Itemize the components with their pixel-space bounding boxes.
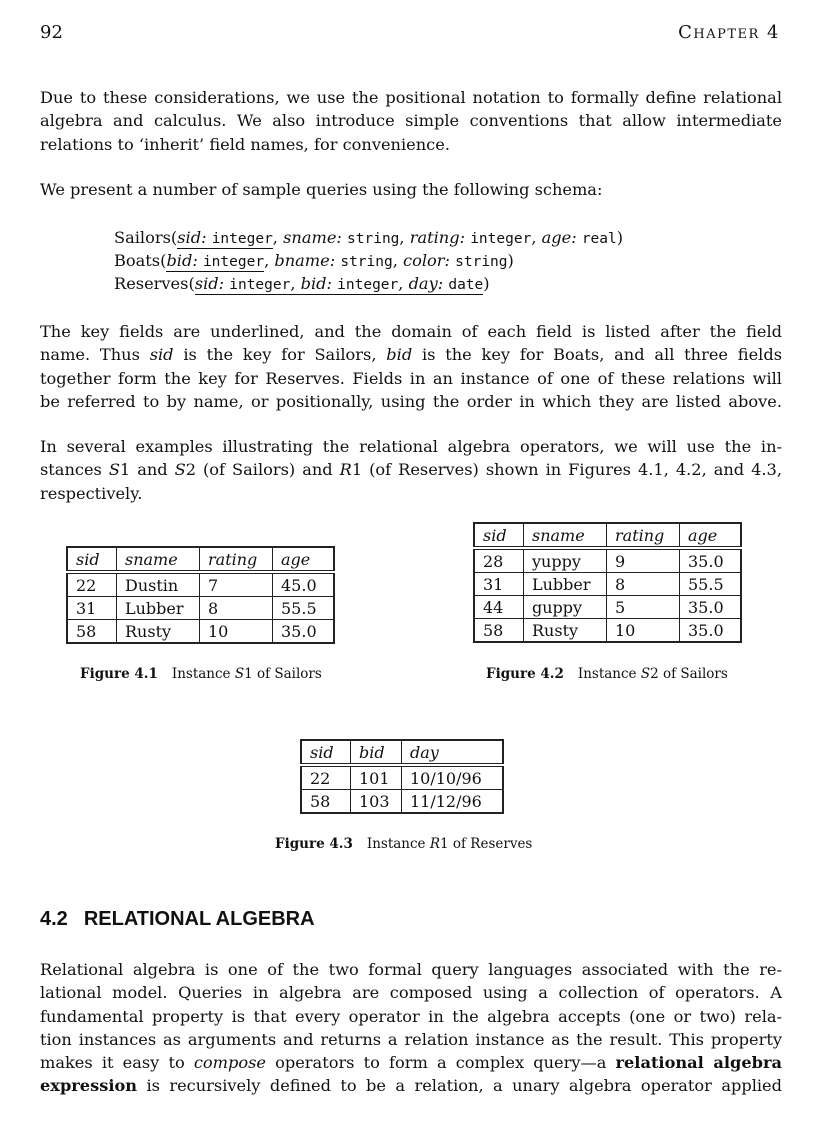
table-instance-s2 [473,522,742,643]
column-header: age [680,523,742,548]
section-title: RELATIONAL ALGEBRA [83,908,315,930]
text-run: 2 (of Sailors) and [185,460,340,480]
field-name: age: [541,228,577,247]
table-cell: Rusty [524,619,607,643]
column-header: sname [524,523,607,548]
table-row [301,790,503,814]
column-header: sid [301,740,351,765]
table-cell: 22 [67,572,117,597]
table-cell: 31 [474,573,524,596]
field-name: color: [403,251,450,270]
section-heading [40,908,315,931]
table-cell: 103 [351,790,402,814]
text-run: makes it easy to [40,1053,194,1073]
text-run: is the key for Boats, and all three fields [412,345,783,365]
table-cell: Lubber [117,597,200,620]
text-run: 1 and [119,460,175,480]
table-cell: 10 [607,619,680,643]
caption-text: 2 of Sailors [650,666,728,682]
field-name: sname: [283,228,342,247]
table-cell: 35.0 [680,619,742,643]
schema-boats: Boats(bid: integer, bname: string, color: string) [114,251,514,270]
text-line: In several examples illustrating the relational algebra operators, we will use the in- [40,437,782,456]
table-row [67,597,334,620]
caption-text: 1 of Sailors [244,666,322,682]
table-cell: 8 [607,573,680,596]
table-cell: 55.5 [273,597,335,620]
relation-name: Sailors [114,228,171,247]
caption-text: Instance [577,666,641,682]
column-header: sid [67,547,117,572]
math-var: R [339,460,352,480]
table-instance-s1 [66,546,335,644]
table-cell: 8 [200,597,273,620]
table-cell: 45.0 [273,572,335,597]
table-row [474,619,741,643]
text-line: The key fields are underlined, and the domain of each field is listed after the field [40,322,782,341]
table-row [301,765,503,790]
section-number: 4.2 [40,908,68,930]
paragraph-schema-intro [40,178,782,201]
field-name: bname: [274,251,336,270]
table-cell: 58 [67,620,117,644]
table-row [67,620,334,644]
field-type: integer [229,277,291,293]
figure-caption-4-3 [275,836,532,852]
paragraph-examples [40,435,782,505]
field-type: string [340,254,393,270]
table-cell: 35.0 [680,596,742,619]
table-cell: 11/12/96 [402,790,504,814]
text-run: stances [40,460,109,480]
field-type: integer [211,231,273,247]
caption-text: 1 of Reserves [440,836,533,852]
table-cell: 35.0 [680,548,742,573]
table-cell: 101 [351,765,402,790]
bold-term: relational algebra [615,1053,782,1073]
table-cell: 10 [200,620,273,644]
text-run: operators to form a complex query—a [265,1053,616,1073]
text-line: relations to ‘inherit’ field names, for convenience. [40,134,450,154]
column-header: bid [351,740,402,765]
table-instance-r1 [300,739,504,814]
text-line [40,458,782,481]
math-var: S [174,460,186,480]
table-cell: yuppy [524,548,607,573]
table-cell: 5 [607,596,680,619]
math-var: S [108,460,120,480]
text-line: lational model. Queries in algebra are composed using a collection of operators. A [40,983,782,1003]
figure-caption-4-2 [486,666,728,682]
field-type: real [581,231,617,247]
figure-label: Figure 4.1 [80,666,158,682]
column-header: rating [200,547,273,572]
field-type: date [448,277,484,293]
field-name: rating: [409,228,466,247]
paragraph-positional-notation [40,86,782,156]
table-cell: 7 [200,572,273,597]
caption-text: Instance [366,836,430,852]
paragraph-relational-algebra [40,958,782,1098]
table-cell: 58 [301,790,351,814]
field-name: day: [408,274,444,293]
math-var: S [640,666,651,682]
table-row [67,572,334,597]
text-run: is the key for Sailors, [173,345,387,365]
text-line: Relational algebra is one of the two formal query languages associated with the re- [40,960,782,979]
field-type: string [347,231,400,247]
table-cell: Dustin [117,572,200,597]
text-line: fundamental property is that every operator in the algebra accepts (one or two) rela- [40,1006,782,1026]
text-line: algebra and calculus. We also introduce simple conventions that allow intermediate [40,111,782,131]
text-line: respectively. [40,483,143,503]
table-cell: 28 [474,548,524,573]
column-header: rating [607,523,680,548]
emphasis: sid [149,345,174,365]
figure-label: Figure 4.3 [275,836,353,852]
field-name: sid: [194,274,225,293]
schema-reserves: Reserves(sid: integer, bid: integer, day: date) [114,274,490,293]
field-name: bid: [300,274,332,293]
table-cell: 35.0 [273,620,335,644]
text-run: 1 (of Reserves) shown in Figures 4.1, 4.2, and 4.3, [351,460,782,480]
table-row [474,573,741,596]
bold-term: expression [40,1076,138,1096]
table-row [474,548,741,573]
text-line [40,343,782,366]
text-run: is recursively defined to be a relation, a unary algebra operator applied [137,1076,782,1096]
table-cell: 9 [607,548,680,573]
field-type: string [455,254,508,270]
table-cell: Lubber [524,573,607,596]
table-cell: 31 [67,597,117,620]
table-cell: Rusty [117,620,200,644]
text-line: together form the key for Reserves. Fields in an instance of one of these relations will [40,368,782,388]
text-line: We present a number of sample queries using the following schema: [40,180,603,199]
math-var: S [234,666,245,682]
figure-caption-4-1 [80,666,322,682]
field-type: integer [202,254,265,270]
table-cell: guppy [524,596,607,619]
paragraph-key-fields [40,320,782,413]
text-line [40,1051,782,1074]
field-type: integer [470,231,532,247]
column-header: age [273,547,335,572]
field-name: bid: [166,251,198,270]
column-header: day [402,740,504,765]
emphasis: compose [193,1053,266,1073]
text-run: name. Thus [40,345,150,365]
relation-name: Boats [114,251,161,270]
text-line: be referred to by name, or positionally, using the order in which they are listed above. [40,391,782,411]
table-cell: 44 [474,596,524,619]
text-line [40,1074,782,1097]
text-line: tion instances as arguments and returns a relation instance as the result. This property [40,1029,782,1049]
caption-text: Instance [171,666,235,682]
field-type: integer [337,277,399,293]
emphasis: bid [386,345,413,365]
table-row [474,596,741,619]
schema-sailors: Sailors(sid: integer, sname: string, rating: integer, age: real) [114,228,624,247]
column-header: sname [117,547,200,572]
math-var: R [429,836,440,852]
column-header: sid [474,523,524,548]
table-cell: 22 [301,765,351,790]
chapter-heading: Chapter 4 [678,22,780,43]
table-cell: 55.5 [680,573,742,596]
figure-label: Figure 4.2 [486,666,564,682]
page-number: 92 [40,22,63,43]
table-cell: 10/10/96 [402,765,504,790]
text-line: Due to these considerations, we use the positional notation to formally define relational [40,88,782,107]
field-name: sid: [177,228,207,247]
table-cell: 58 [474,619,524,643]
relation-name: Reserves [114,274,189,293]
